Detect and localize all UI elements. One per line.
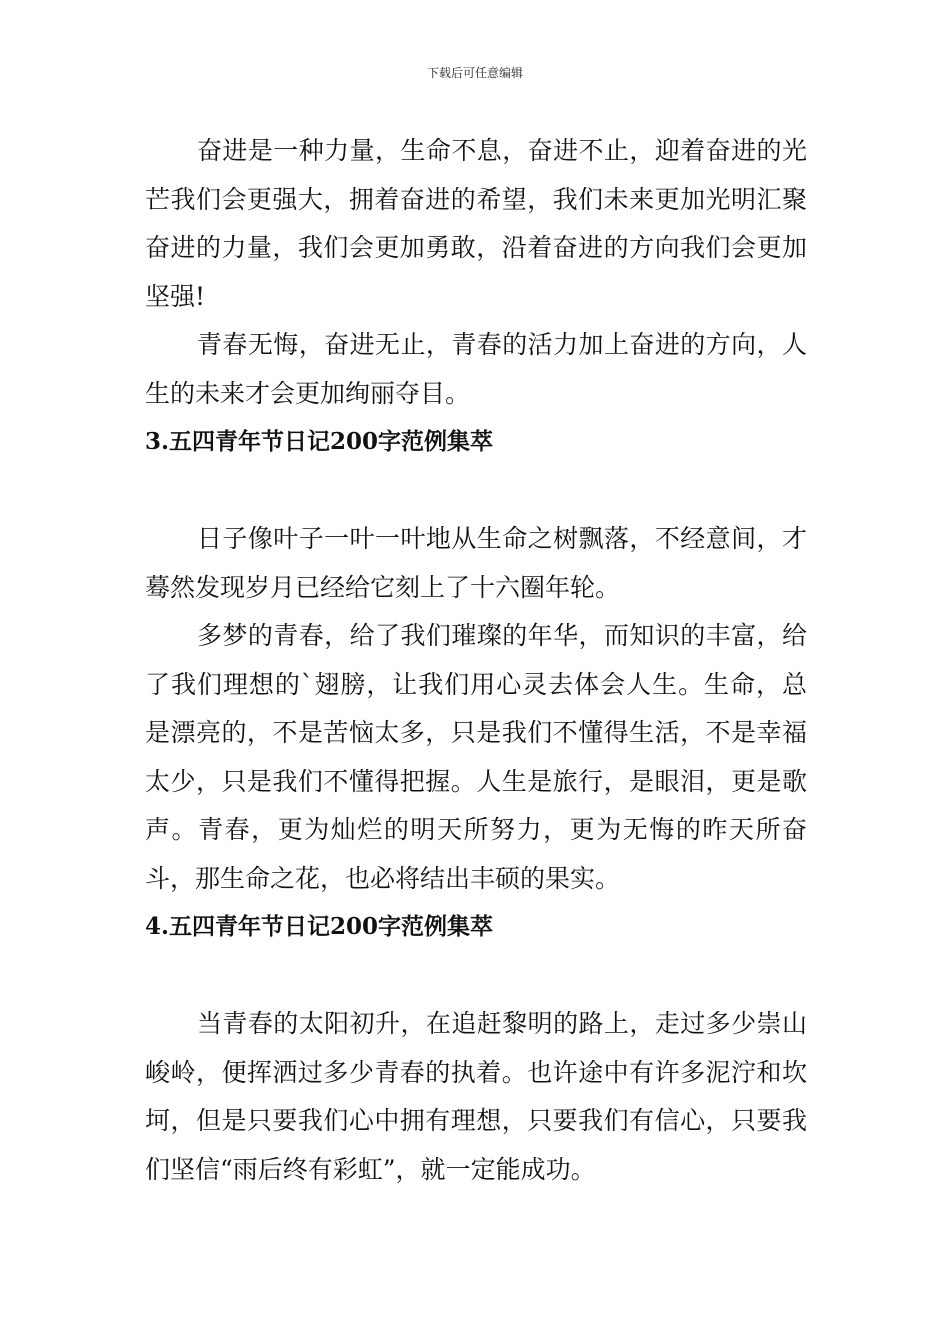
blank-line — [145, 952, 807, 1001]
paragraph: 奋进是一种力量，生命不息，奋进不止，迎着奋进的光芒我们会更强大，拥着奋进的希望，我们未来更加光明汇聚奋进的力量，我们会更加勇敢，沿着奋进的方向我们会更加坚强! — [145, 136, 807, 311]
page-header: 下载后可任意编辑 — [426, 66, 523, 80]
paragraph: 日子像叶子一叶一叶地从生命之树飘落，不经意间，才蓦然发现岁月已经给它刻上了十六圈年轮。 — [145, 524, 807, 602]
paragraph: 当青春的太阳初升，在追赶黎明的路上，走过多少崇山峻岭，便挥洒过多少青春的执着。也许途中有许多泥泞和坎坷，但是只要我们心中拥有理想，只要我们有信心，只要我们坚信“雨后终有彩虹”，就一定能成功。 — [145, 1009, 807, 1184]
blank-line — [145, 467, 807, 516]
paragraph: 多梦的青春，给了我们璀璨的年华，而知识的丰富，给了我们理想的`翅膀，让我们用心灵去体会人生。生命，总是漂亮的，不是苦恼太多，只是我们不懂得生活，不是幸福太少，只是我们不懂得把握。人生是旅行，是眼泪，更是歌声。青春，更为灿烂的明天所努力，更为无悔的昨天所奋斗，那生命之花，也必将结出丰硕的果实。 — [145, 621, 807, 893]
section-heading: 4.五四青年节日记200字范例集萃 — [145, 913, 494, 940]
paragraph: 青春无悔，奋进无止，青春的活力加上奋进的方向，人生的未来才会更加绚丽夺目。 — [145, 330, 807, 408]
document-body — [145, 127, 807, 1194]
section-heading: 3.五四青年节日记200字范例集萃 — [145, 428, 494, 455]
